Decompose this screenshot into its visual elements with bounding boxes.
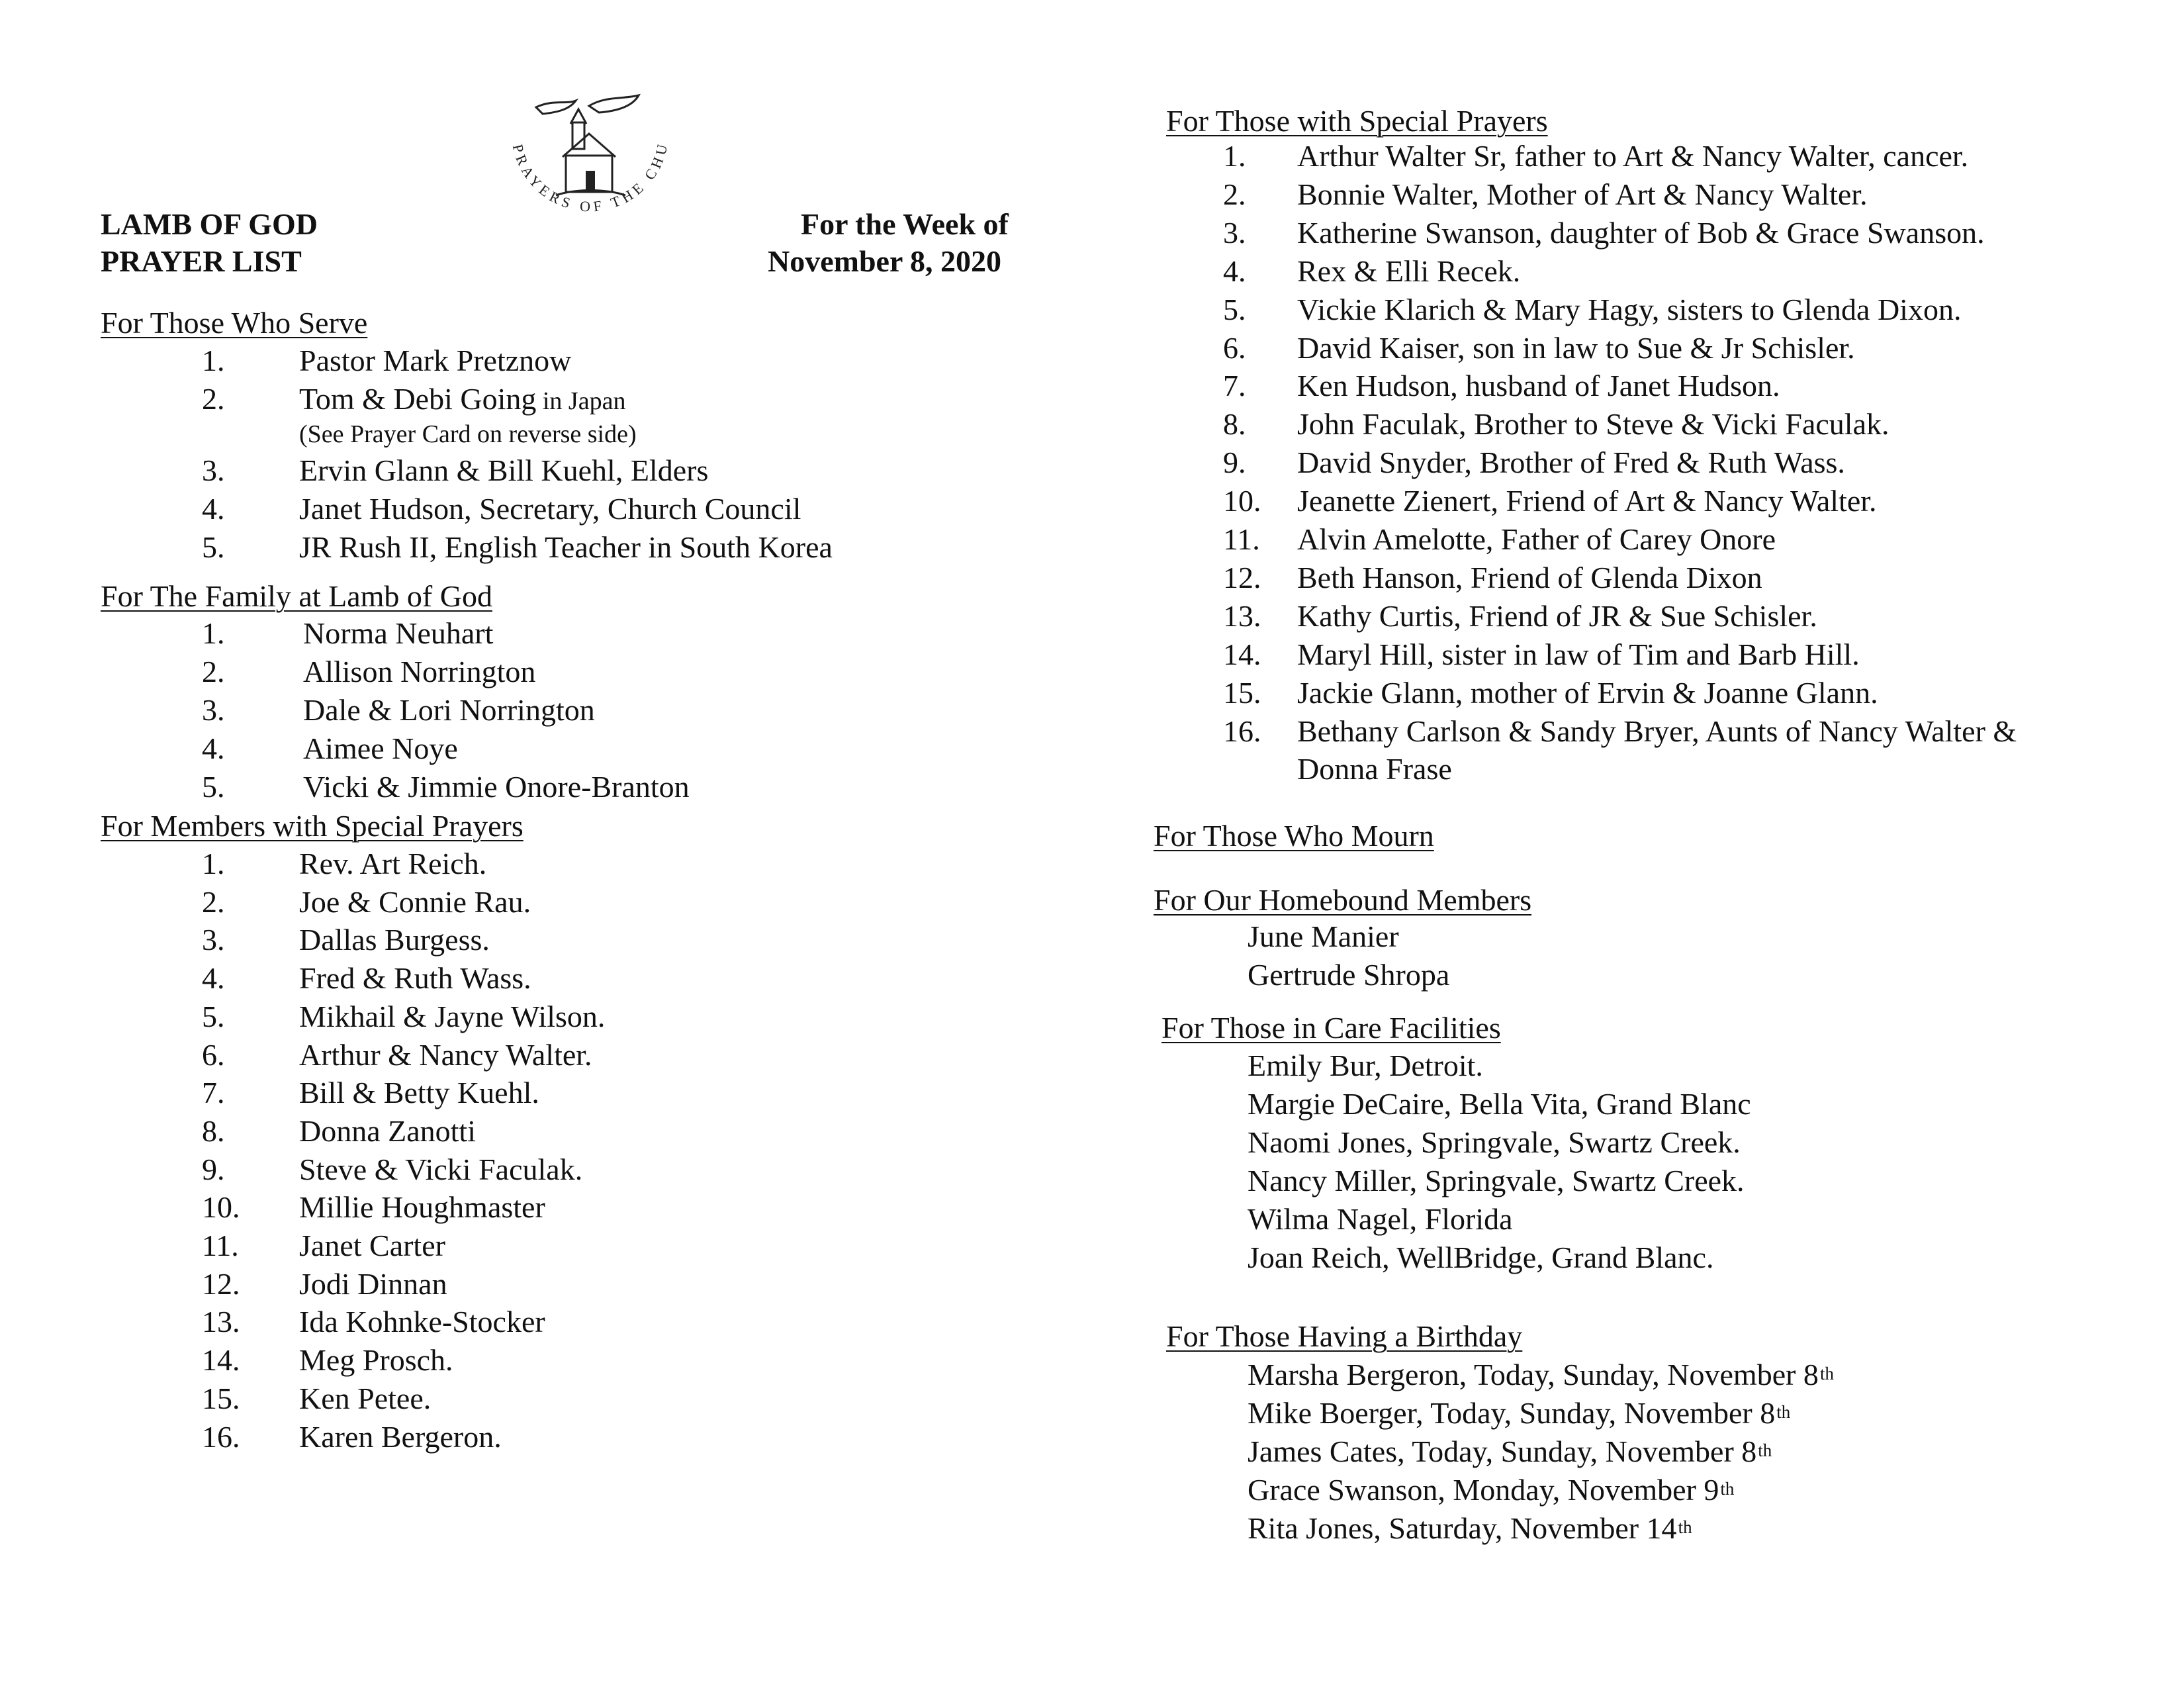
item-text xyxy=(299,963,531,994)
item-number: 3. xyxy=(202,453,225,487)
item-name: Janet Hudson, Secretary, Church Council xyxy=(299,492,801,526)
item-number: 6. xyxy=(1223,330,1246,365)
item-number: 4. xyxy=(1223,254,1246,288)
item-text xyxy=(303,733,458,764)
item-number: 4. xyxy=(202,731,225,765)
item-number: 1. xyxy=(202,847,225,880)
org-title-line1: LAMB OF GOD xyxy=(101,207,318,241)
item-name: Dallas Burgess. xyxy=(299,923,490,957)
item-name: Dale & Lori Norrington xyxy=(303,693,595,727)
item-text xyxy=(299,494,801,524)
item-number: 16. xyxy=(1223,714,1261,748)
item-text xyxy=(299,1113,476,1148)
item-number: 9. xyxy=(202,1152,225,1186)
item-number: 5. xyxy=(202,770,225,804)
section-title-homebound: For Our Homebound Members xyxy=(1154,883,1532,917)
item-text xyxy=(303,618,493,649)
section-title-special: For Those with Special Prayers xyxy=(1166,104,1548,138)
item-name: Rev. Art Reich. xyxy=(299,847,487,880)
item-text xyxy=(1297,215,1985,250)
prayers-of-the-church-logo xyxy=(490,93,688,248)
item-number: 8. xyxy=(1223,407,1246,442)
birthday-text: Grace Swanson, Monday, November 9 xyxy=(1248,1473,1719,1507)
item-text xyxy=(299,1266,447,1301)
item-name: Tom & Debi Going xyxy=(299,382,537,416)
ordinal-suffix: th xyxy=(1758,1440,1772,1460)
item-name: Jodi Dinnan xyxy=(299,1266,447,1301)
item-number: 1. xyxy=(202,616,225,650)
item-name: Jackie Glann, mother of Ervin & Joanne Glann. xyxy=(1297,675,1878,710)
item-text xyxy=(1297,447,1845,478)
item-text xyxy=(299,1192,545,1223)
birthday-text: Mike Boerger, Today, Sunday, November 8 xyxy=(1248,1396,1776,1430)
week-label: For the Week of xyxy=(801,207,1009,241)
item-text xyxy=(299,849,486,879)
item-name: Alvin Amelotte, Father of Carey Onore xyxy=(1297,522,1776,556)
item-name: Beth Hanson, Friend of Glenda Dixon xyxy=(1297,560,1762,594)
birthday-text: Rita Jones, Saturday, November 14 xyxy=(1248,1511,1677,1545)
item-name: Ken Petee. xyxy=(299,1381,432,1415)
item-number: 13. xyxy=(202,1305,240,1339)
birthday-text: James Cates, Today, Sunday, November 8 xyxy=(1248,1434,1757,1468)
item-name: Norma Neuhart xyxy=(303,616,494,650)
item-name: Arthur Walter Sr, father to Art & Nancy Walter, cancer. xyxy=(1297,139,1969,173)
item-name: Joe & Connie Rau. xyxy=(299,884,531,919)
list-item: Naomi Jones, Springvale, Swartz Creek. xyxy=(1248,1125,1741,1159)
item-text xyxy=(299,1419,502,1454)
item-name: Jeanette Zienert, Friend of Art & Nancy Walter. xyxy=(1297,484,1877,518)
item-text xyxy=(299,1037,592,1072)
item-name: Katherine Swanson, daughter of Bob & Grace Swanson. xyxy=(1297,215,1985,250)
item-text xyxy=(1297,409,1889,440)
item-text xyxy=(299,384,625,414)
item-note: (See Prayer Card on reverse side) xyxy=(299,420,637,448)
item-text xyxy=(299,1154,582,1185)
list-item: Wilma Nagel, Florida xyxy=(1248,1202,1513,1236)
item-name: Ida Kohnke-Stocker xyxy=(299,1305,545,1339)
item-name: Bill & Betty Kuehl. xyxy=(299,1076,539,1110)
item-text xyxy=(299,1383,431,1414)
item-name: Kathy Curtis, Friend of JR & Sue Schisler. xyxy=(1297,598,1817,633)
item-name: Millie Houghmaster xyxy=(299,1190,545,1225)
item-name: Arthur & Nancy Walter. xyxy=(299,1037,592,1072)
item-number: 12. xyxy=(202,1266,240,1301)
item-text xyxy=(1297,598,1817,633)
item-text xyxy=(1297,639,1860,670)
item-text xyxy=(299,884,531,919)
ordinal-suffix: th xyxy=(1776,1402,1791,1422)
item-text xyxy=(1297,256,1520,287)
item-text xyxy=(1297,524,1776,555)
item-number: 6. xyxy=(202,1037,225,1072)
item-number: 7. xyxy=(202,1076,225,1110)
item-text xyxy=(299,999,606,1033)
item-text xyxy=(299,346,571,376)
section-title-care: For Those in Care Facilities xyxy=(1161,1011,1501,1045)
item-number: 1. xyxy=(1223,139,1246,173)
item-text xyxy=(1297,292,1962,326)
item-name: Aimee Noye xyxy=(303,731,458,765)
item-number: 1. xyxy=(202,344,225,377)
svg-text:PRAYERS OF THE CHURCH: PRAYERS OF THE CHU xyxy=(509,139,672,215)
item-name: Donna Frase xyxy=(1297,752,1452,786)
item-note: in Japan xyxy=(536,387,626,415)
item-text xyxy=(299,1078,539,1108)
item-number: 10. xyxy=(1223,484,1261,518)
section-title-family: For The Family at Lamb of God xyxy=(101,579,492,613)
item-number: 2. xyxy=(202,884,225,919)
item-number: 3. xyxy=(202,693,225,727)
item-text xyxy=(1297,486,1877,516)
item-number: 2. xyxy=(202,382,225,416)
item-number: 3. xyxy=(1223,215,1246,250)
birthday-item xyxy=(1248,1475,1734,1505)
item-number: 4. xyxy=(202,492,225,526)
item-name: JR Rush II, English Teacher in South Korea xyxy=(299,530,833,564)
item-text xyxy=(299,1231,445,1261)
item-number: 5. xyxy=(1223,292,1246,326)
item-text xyxy=(1297,716,2017,747)
item-number: 2. xyxy=(202,655,225,688)
item-number: 9. xyxy=(1223,445,1246,480)
ordinal-suffix: th xyxy=(1678,1517,1692,1537)
list-item: June Manier xyxy=(1248,919,1399,953)
org-title-line2: PRAYER LIST xyxy=(101,244,302,278)
item-text xyxy=(303,772,690,802)
item-name: Donna Zanotti xyxy=(299,1113,476,1148)
section-title-mourn: For Those Who Mourn xyxy=(1154,819,1434,853)
item-name: David Snyder, Brother of Fred & Ruth Wass. xyxy=(1297,445,1845,480)
item-number: 14. xyxy=(1223,637,1261,671)
ordinal-suffix: th xyxy=(1819,1364,1834,1383)
item-text xyxy=(303,657,535,687)
item-number: 11. xyxy=(202,1229,239,1262)
birthday-item xyxy=(1248,1398,1790,1429)
item-number: 14. xyxy=(202,1343,240,1378)
item-number: 5. xyxy=(202,999,225,1033)
ordinal-suffix: th xyxy=(1720,1479,1735,1499)
birthday-item xyxy=(1248,1513,1692,1544)
list-item: Margie DeCaire, Bella Vita, Grand Blanc xyxy=(1248,1087,1751,1121)
item-text xyxy=(1297,371,1780,401)
birthday-item xyxy=(1248,1436,1772,1467)
item-number: 16. xyxy=(202,1419,240,1454)
item-name: Vickie Klarich & Mary Hagy, sisters to Glenda Dixon. xyxy=(1297,292,1962,326)
church-logo-icon xyxy=(490,93,688,245)
item-text xyxy=(1297,330,1855,365)
item-name: Pastor Mark Pretznow xyxy=(299,344,572,377)
item-name: Janet Carter xyxy=(299,1229,445,1262)
item-number: 7. xyxy=(1223,369,1246,403)
item-text xyxy=(1297,675,1878,710)
item-number: 15. xyxy=(1223,675,1261,710)
item-number: 8. xyxy=(202,1113,225,1148)
item-name: Allison Norrington xyxy=(303,655,536,688)
item-name: Fred & Ruth Wass. xyxy=(299,961,531,996)
section-title-birthday: For Those Having a Birthday xyxy=(1166,1319,1523,1353)
item-text xyxy=(1297,754,1452,784)
item-number: 11. xyxy=(1223,522,1260,556)
item-text xyxy=(299,925,490,955)
item-number: 15. xyxy=(202,1381,240,1415)
item-text xyxy=(299,455,708,486)
item-name: Ken Hudson, husband of Janet Hudson. xyxy=(1297,369,1780,403)
item-name: Steve & Vicki Faculak. xyxy=(299,1152,583,1186)
item-name: Vicki & Jimmie Onore-Branton xyxy=(303,770,690,804)
item-name: John Faculak, Brother to Steve & Vicki Faculak. xyxy=(1297,407,1889,442)
birthday-item xyxy=(1248,1360,1834,1390)
item-number: 12. xyxy=(1223,560,1261,594)
item-text xyxy=(299,417,637,447)
item-text xyxy=(299,532,833,563)
item-name: Maryl Hill, sister in law of Tim and Barb Hill. xyxy=(1297,637,1860,671)
item-number: 5. xyxy=(202,530,225,564)
birthday-text: Marsha Bergeron, Today, Sunday, November 8 xyxy=(1248,1358,1819,1391)
item-number: 2. xyxy=(1223,177,1246,211)
item-text xyxy=(299,1345,453,1376)
item-number: 13. xyxy=(1223,598,1261,633)
item-name: Meg Prosch. xyxy=(299,1343,453,1378)
item-number: 3. xyxy=(202,923,225,957)
item-text xyxy=(1297,141,1968,171)
item-text xyxy=(299,1307,545,1337)
list-item: Emily Bur, Detroit. xyxy=(1248,1049,1483,1082)
list-item: Gertrude Shropa xyxy=(1248,958,1450,992)
item-number: 10. xyxy=(202,1190,240,1225)
item-name: Karen Bergeron. xyxy=(299,1419,502,1454)
item-name: David Kaiser, son in law to Sue & Jr Schisler. xyxy=(1297,330,1855,365)
list-item: Joan Reich, WellBridge, Grand Blanc. xyxy=(1248,1241,1714,1274)
item-name: Bethany Carlson & Sandy Bryer, Aunts of Nancy Walter & xyxy=(1297,714,2017,748)
section-title-serve: For Those Who Serve xyxy=(101,306,368,340)
item-text xyxy=(303,695,595,726)
item-text xyxy=(1297,179,1868,210)
item-text xyxy=(1297,560,1762,594)
item-name: Ervin Glann & Bill Kuehl, Elders xyxy=(299,453,709,487)
item-name: Mikhail & Jayne Wilson. xyxy=(299,999,606,1033)
week-date: November 8, 2020 xyxy=(768,244,1002,278)
list-item: Nancy Miller, Springvale, Swartz Creek. xyxy=(1248,1164,1745,1197)
section-title-members: For Members with Special Prayers xyxy=(101,809,523,843)
item-name: Bonnie Walter, Mother of Art & Nancy Walter. xyxy=(1297,177,1868,211)
item-number: 4. xyxy=(202,961,225,996)
item-name: Rex & Elli Recek. xyxy=(1297,254,1521,288)
